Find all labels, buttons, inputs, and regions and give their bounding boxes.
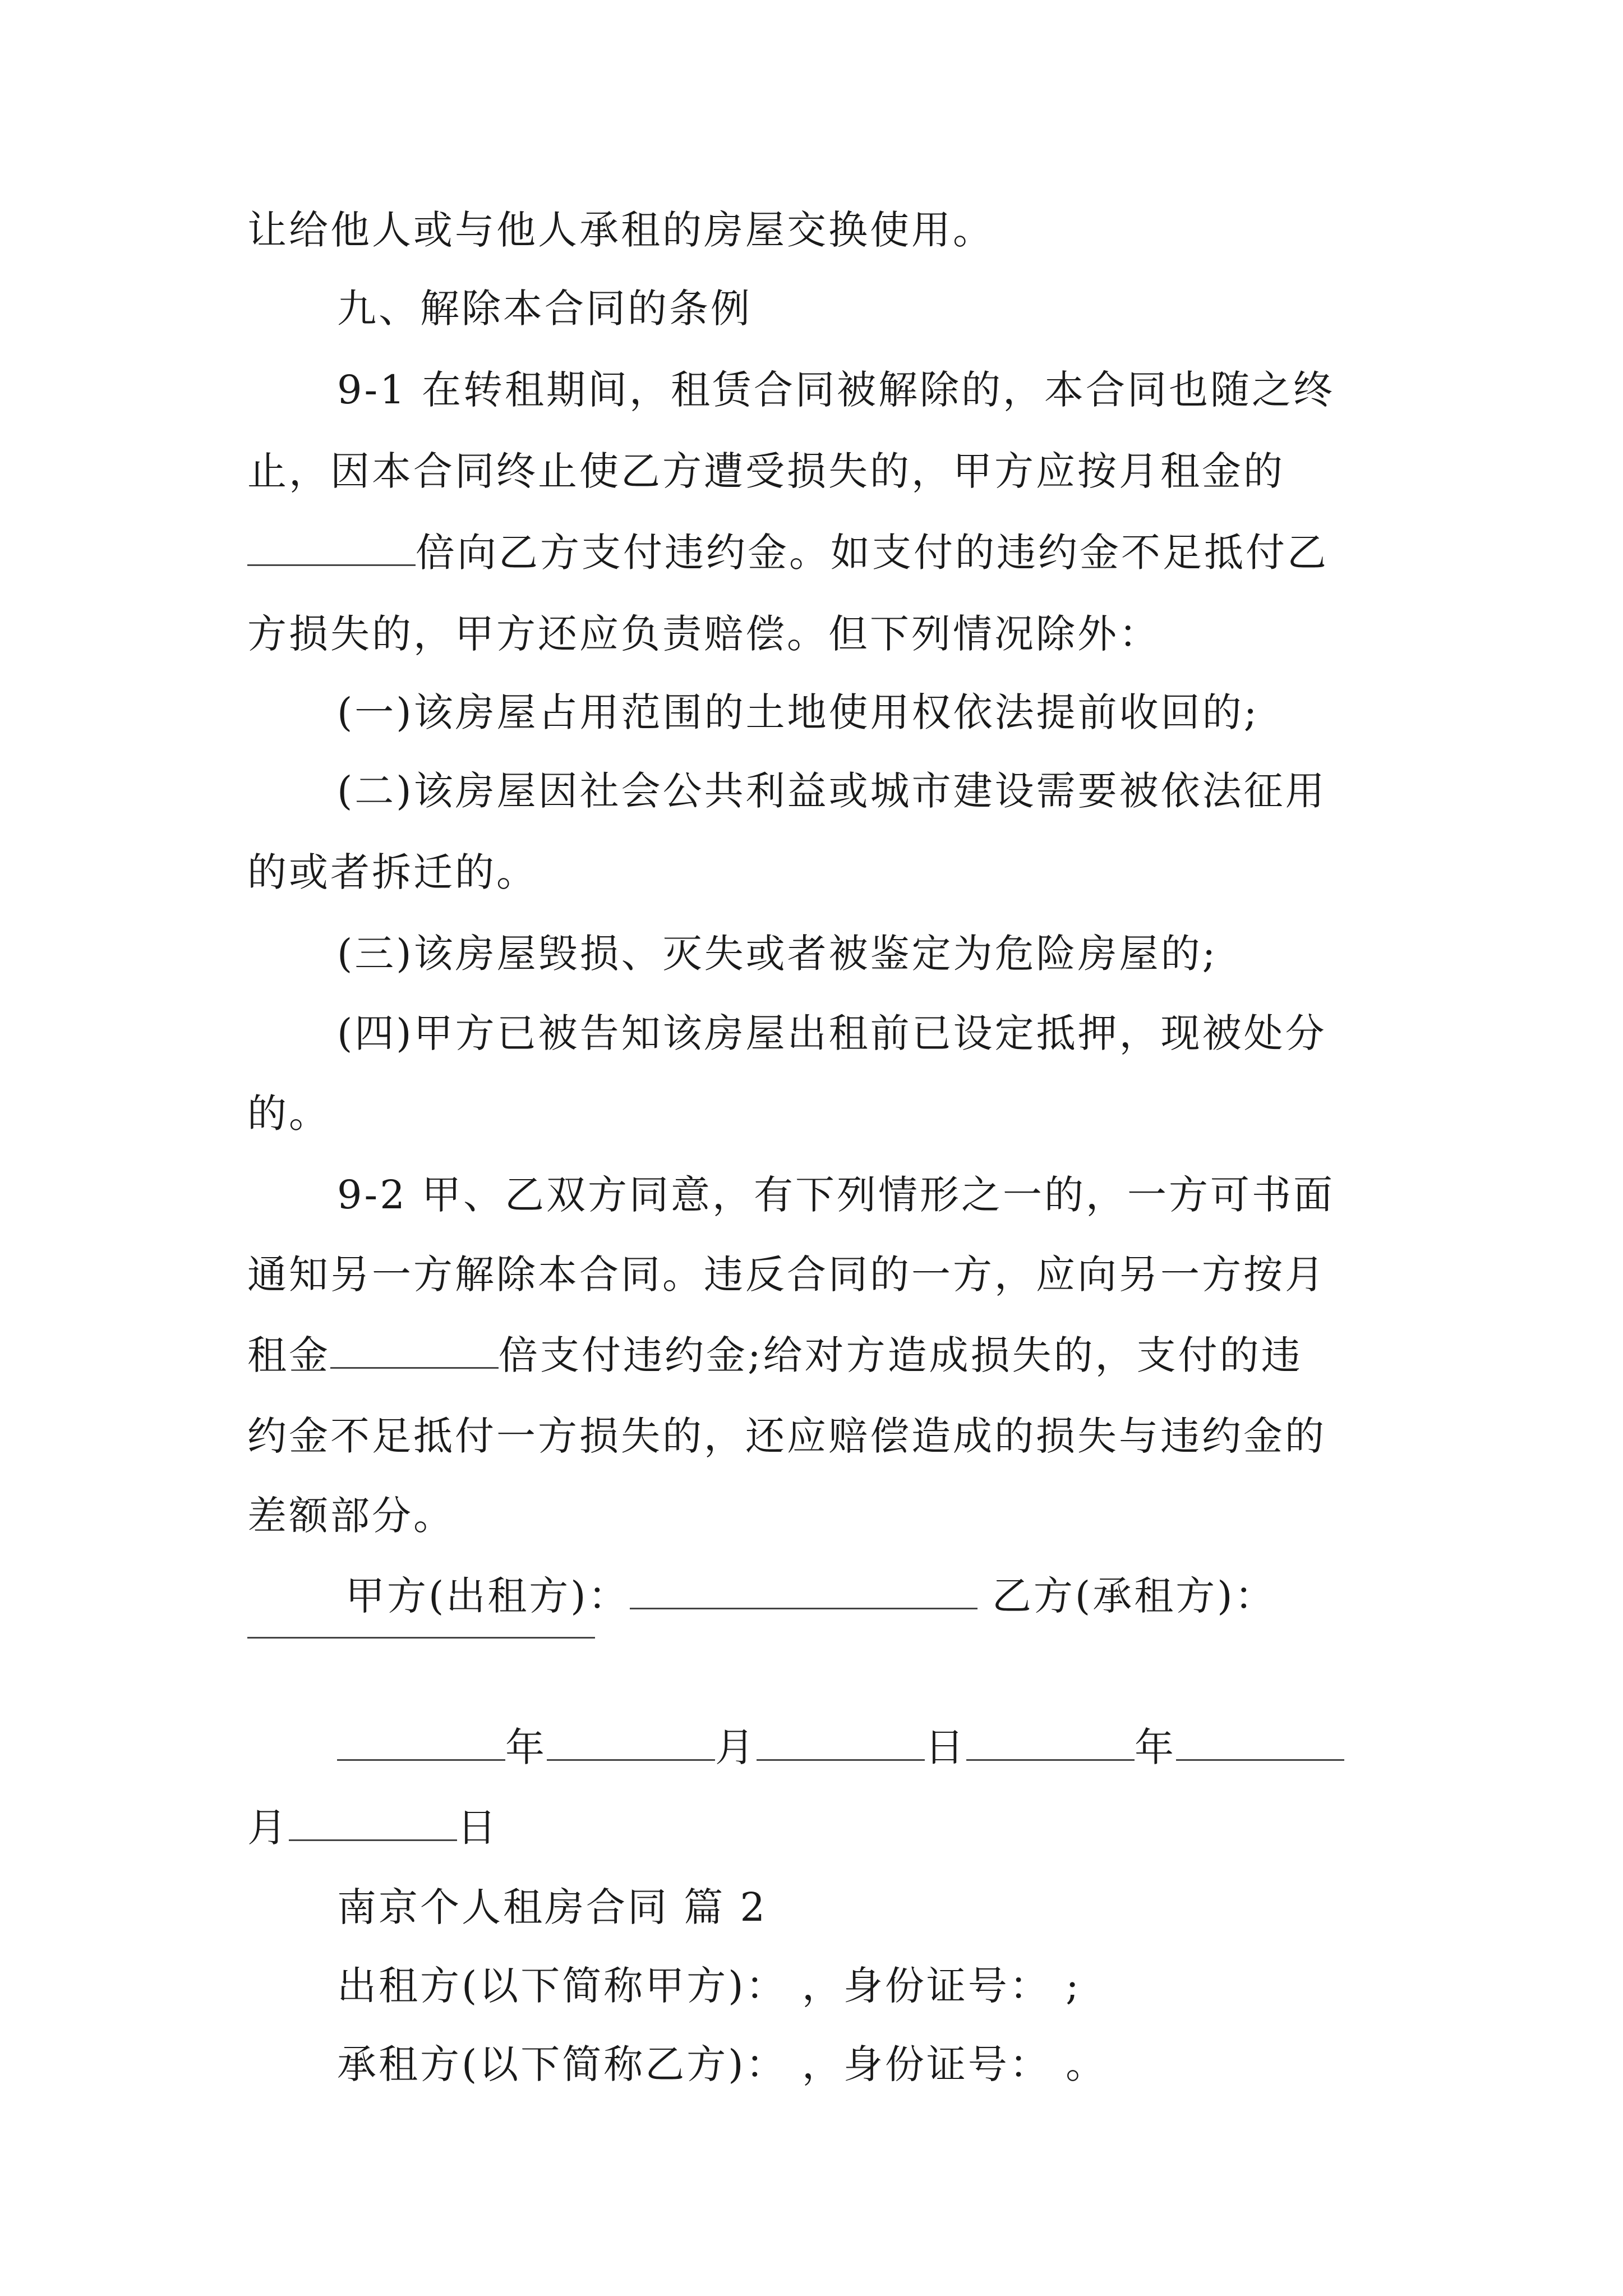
- paragraph-line: 方损失的，甲方还应负责赔偿。但下列情况除外：: [247, 611, 1160, 657]
- day-label: 日: [925, 1724, 966, 1770]
- year-label: 年: [1135, 1724, 1176, 1770]
- list-item: (三)该房屋毁损、灭失或者被鉴定为危险房屋的;: [337, 931, 1218, 977]
- day-blank: [757, 1748, 925, 1761]
- year-label: 年: [505, 1724, 547, 1770]
- day-blank: [289, 1828, 457, 1841]
- signature-line: [345, 1557, 1276, 1635]
- paragraph-line: 让给他人或与他人承租的房屋交换使用。: [247, 207, 994, 253]
- section-heading: 南京个人租房合同 篇 2: [337, 1884, 768, 1930]
- list-item: (一)该房屋占用范围的土地使用权依法提前收回的;: [337, 689, 1260, 735]
- paragraph-line: 的。: [247, 1091, 330, 1137]
- month-label: 月: [247, 1805, 289, 1851]
- paragraph-line: 9-2 甲、乙双方同意，有下列情形之一的，一方可书面: [337, 1172, 1335, 1218]
- paragraph-line: 差额部分。: [247, 1493, 455, 1539]
- month-label: 月: [715, 1724, 757, 1770]
- paragraph-line: 9-1 在转租期间，租赁合同被解除的，本合同也随之终: [337, 367, 1335, 413]
- list-item: (二)该房屋因社会公共利益或城市建设需要被依法征用: [337, 768, 1327, 814]
- year-blank: [966, 1748, 1135, 1761]
- paragraph-line: 止，因本合同终止使乙方遭受损失的，甲方应按月租金的: [247, 448, 1285, 494]
- party-b-label: 乙方(承租方)：: [992, 1573, 1276, 1619]
- day-label: 日: [457, 1805, 499, 1851]
- paragraph-line: 承租方(以下简称乙方)： ，身份证号： 。: [337, 2041, 1108, 2087]
- paragraph-text: 租金: [247, 1332, 330, 1378]
- year-blank: [337, 1748, 505, 1761]
- blank-field: [330, 1356, 499, 1369]
- date-line: [247, 1788, 499, 1867]
- paragraph-line: 约金不足抵付一方损失的，还应赔偿造成的损失与违约金的: [247, 1413, 1326, 1459]
- paragraph-text: 倍向乙方支付违约金。如支付的违约金不足抵付乙: [416, 530, 1329, 576]
- section-heading: 九、解除本合同的条例: [337, 286, 752, 332]
- paragraph-line: [247, 1316, 1303, 1395]
- party-a-label: 甲方(出租方)：: [345, 1573, 630, 1619]
- month-blank: [1176, 1748, 1344, 1761]
- paragraph-line: 出租方(以下简称甲方)： ，身份证号： ;: [337, 1963, 1081, 2009]
- paragraph-line: 的或者拆迁的。: [247, 849, 538, 895]
- paragraph-line: [247, 513, 1329, 592]
- list-item: (四)甲方已被告知该房屋出租前已设定抵押，现被处分: [337, 1010, 1327, 1056]
- paragraph-text: 倍支付违约金;给对方造成损失的，支付的违: [499, 1332, 1303, 1378]
- month-blank: [547, 1748, 715, 1761]
- party-a-signature-field: [630, 1596, 978, 1609]
- date-line: [337, 1708, 1344, 1787]
- blank-field: [247, 553, 416, 566]
- paragraph-line: 通知另一方解除本合同。违反合同的一方，应向另一方按月: [247, 1251, 1326, 1297]
- party-b-signature-field: [247, 1637, 595, 1639]
